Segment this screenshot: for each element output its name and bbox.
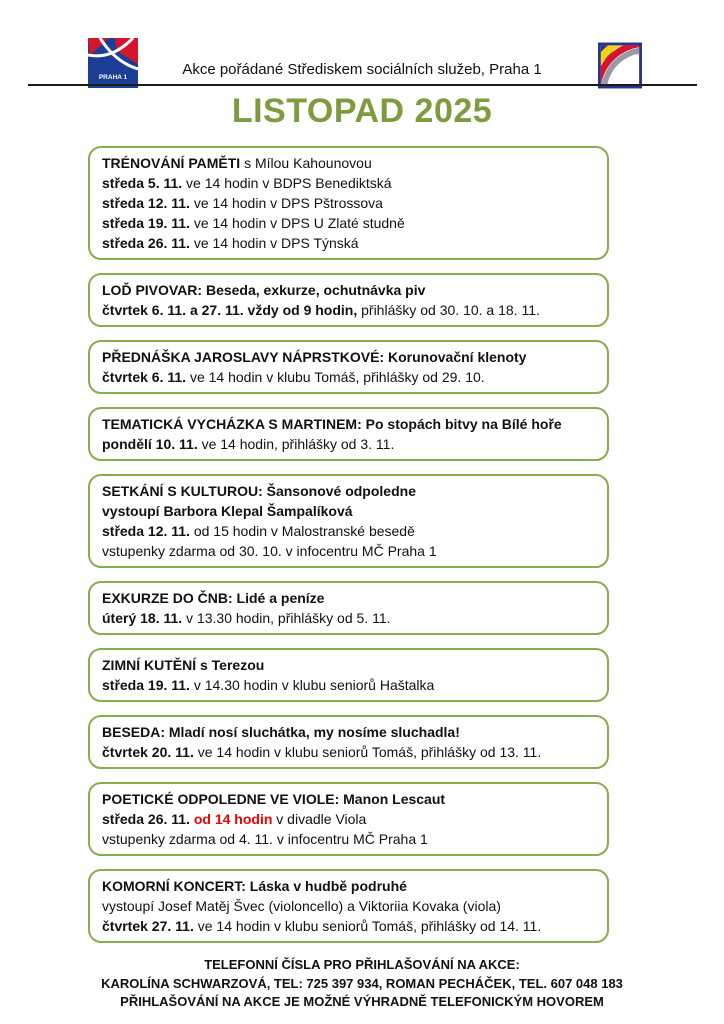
event-line: [102, 153, 595, 173]
event-text: ve 14 hodin v klubu seniorů Tomáš, přihlášky od 13. 11.: [193, 744, 542, 760]
event-line: [102, 347, 595, 367]
event-text: ve 14 hodin v BDPS Benediktská: [182, 175, 392, 191]
event-card: [88, 715, 609, 769]
event-emphasis-text: středa 26. 11.: [102, 235, 190, 251]
footer-line: KAROLÍNA SCHWARZOVÁ, TEL: 725 397 934, ROMAN PECHÁČEK, TEL. 607 048 183: [101, 975, 623, 991]
header-divider: [28, 84, 697, 86]
event-emphasis-text: PŘEDNÁŠKA JAROSLAVY NÁPRSTKOVÉ: Korunovační klenoty: [102, 349, 527, 365]
event-line: [102, 173, 595, 193]
event-emphasis-text: pondělí 10. 11.: [102, 436, 198, 452]
event-emphasis-text: středa 19. 11.: [102, 215, 190, 231]
event-line: [102, 233, 595, 253]
event-text: v 14.30 hodin v klubu seniorů Haštalka: [189, 677, 435, 693]
event-line: [102, 916, 595, 936]
event-emphasis-text: TRÉNOVÁNÍ PAMĚTI: [102, 155, 241, 171]
header-subtitle: Akce pořádané Střediskem sociálních služeb, Praha 1: [182, 61, 542, 78]
praha-1-logo-label: PRAHA 1: [98, 74, 128, 81]
event-line: [102, 675, 595, 695]
event-line: [102, 434, 595, 454]
event-emphasis-text: BESEDA: Mladí nosí sluchátka, my nosíme sluchadla!: [102, 724, 460, 740]
event-line: [102, 501, 595, 521]
event-text: ve 14 hodin v klubu Tomáš, přihlášky od 29. 10.: [186, 369, 485, 385]
event-text: přihlášky od 30. 10. a 18. 11.: [357, 302, 540, 318]
event-card: [88, 474, 609, 568]
event-text: v divadle Viola: [272, 811, 367, 827]
event-line: [102, 742, 595, 762]
event-text: ve 14 hodin v DPS Pštrossova: [189, 195, 383, 211]
event-emphasis-text: vystoupí Barbora Klepal Šampalíková: [102, 503, 353, 519]
event-line: [102, 608, 595, 628]
event-line: [102, 193, 595, 213]
event-line: [102, 213, 595, 233]
event-emphasis-text: středa 12. 11.: [102, 523, 190, 539]
event-line: [102, 809, 595, 829]
event-emphasis-text: POETICKÉ ODPOLEDNE VE VIOLE: Manon Lescaut: [102, 791, 446, 807]
page-header: [0, 0, 724, 146]
event-emphasis-text: čtvrtek 6. 11.: [102, 369, 187, 385]
event-emphasis-text: čtvrtek 27. 11.: [102, 918, 194, 934]
page-title: LISTOPAD 2025: [231, 92, 493, 130]
event-text: ve 14 hodin v DPS U Zlaté studně: [189, 215, 405, 231]
event-line: [102, 414, 595, 434]
event-card: [88, 407, 609, 461]
event-card: [88, 869, 609, 943]
page-footer: [0, 956, 724, 1012]
event-emphasis-text: středa 5. 11.: [102, 175, 183, 191]
event-list: [88, 146, 609, 943]
event-card: [88, 581, 609, 635]
event-line: [102, 588, 595, 608]
event-emphasis-text: čtvrtek 6. 11. a 27. 11. vždy od 9 hodin,: [102, 302, 358, 318]
event-line: [102, 896, 595, 916]
event-line: [102, 541, 595, 561]
event-line: [102, 367, 595, 387]
event-text: v 13.30 hodin, přihlášky od 5. 11.: [182, 610, 391, 626]
event-emphasis-text: úterý 18. 11.: [102, 610, 183, 626]
event-emphasis-text: TEMATICKÁ VYCHÁZKA S MARTINEM: Po stopách bitvy na Bílé hoře: [102, 416, 562, 432]
footer-line: TELEFONNÍ ČÍSLA PRO PŘIHLAŠOVÁNÍ NA AKCE:: [204, 957, 520, 972]
event-emphasis-text: KOMORNÍ KONCERT: Láska v hudbě podruhé: [102, 878, 407, 894]
event-card: [88, 340, 609, 394]
event-card: [88, 648, 609, 702]
event-text: ve 14 hodin, přihlášky od 3. 11.: [197, 436, 395, 452]
event-text: vystoupí Josef Matěj Švec (violoncello) a Viktoriia Kovaka (viola): [102, 898, 501, 914]
event-emphasis-text: středa 26. 11.: [102, 811, 190, 827]
event-line: [102, 722, 595, 742]
event-emphasis-text: EXKURZE DO ČNB: Lidé a peníze: [102, 590, 325, 606]
event-text: vstupenky zdarma od 4. 11. v infocentru MČ Praha 1: [102, 831, 428, 847]
event-line: [102, 280, 595, 300]
event-line: [102, 789, 595, 809]
event-emphasis-text: ZIMNÍ KUTĚNÍ s Terezou: [102, 657, 265, 673]
footer-line: PŘIHLAŠOVÁNÍ NA AKCE JE MOŽNÉ VÝHRADNĚ TELEFONICKÝM HOVOREM: [120, 994, 604, 1009]
event-text: vstupenky zdarma od 30. 10. v infocentru MČ Praha 1: [102, 543, 437, 559]
event-text: ve 14 hodin v klubu seniorů Tomáš, přihlášky od 14. 11.: [193, 918, 542, 934]
event-emphasis-text: středa 12. 11.: [102, 195, 190, 211]
event-line: [102, 876, 595, 896]
event-card: [88, 782, 609, 856]
event-line: [102, 521, 595, 541]
event-text: s Mílou Kahounovou: [240, 155, 372, 171]
event-line: [102, 655, 595, 675]
event-emphasis-text: SETKÁNÍ S KULTUROU: Šansonové odpoledne: [102, 483, 416, 499]
event-line: [102, 481, 595, 501]
event-text: ve 14 hodin v DPS Týnská: [189, 235, 359, 251]
event-emphasis-text: čtvrtek 20. 11.: [102, 744, 194, 760]
event-time-highlight: od 14 hodin: [189, 811, 273, 827]
event-text: od 15 hodin v Malostranské besedě: [189, 523, 415, 539]
event-line: [102, 300, 595, 320]
event-card: [88, 146, 609, 260]
event-emphasis-text: LOĎ PIVOVAR: Beseda, exkurze, ochutnávka piv: [102, 282, 426, 298]
event-line: [102, 829, 595, 849]
event-card: [88, 273, 609, 327]
event-emphasis-text: středa 19. 11.: [102, 677, 190, 693]
